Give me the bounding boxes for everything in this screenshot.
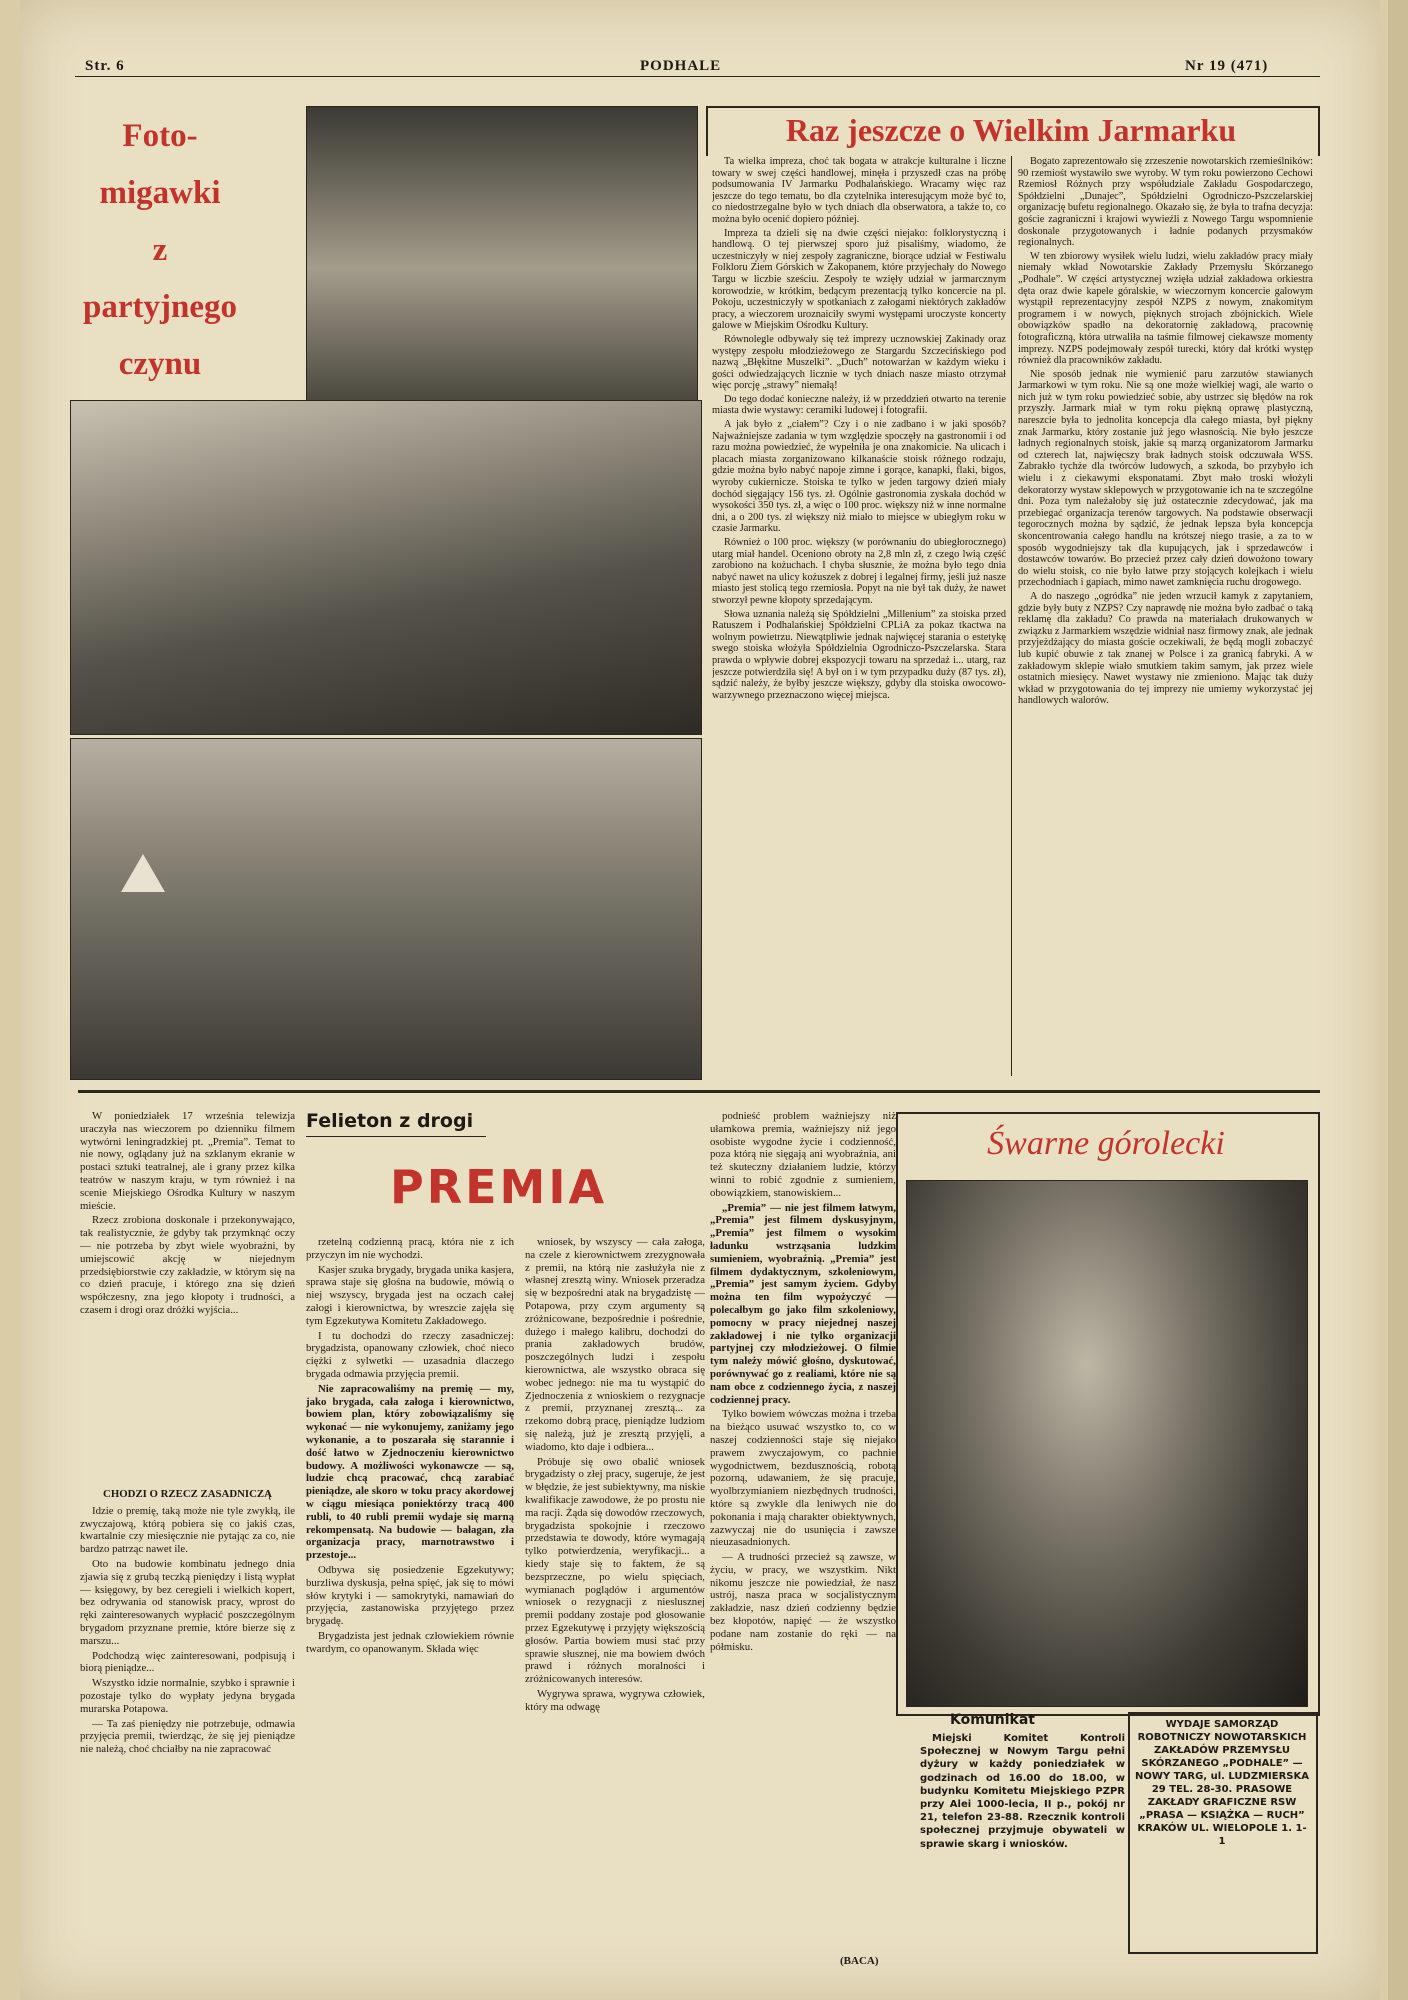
premia-kicker: Felieton z drogi [306, 1110, 474, 1132]
paragraph: Bogato zaprezentowało się zrzeszenie nowotarskich rzemieślników: 90 rzemiośt wystawiło swe wyroby. W tym roku powierzono Cechowi Rzemiosł Różnych przy współudziale Zakładu Gospodarczego, Spółdzielni „Dunajec”, Spółdzielni Ogrodniczo-Pszczelarskiej organizację bufetu regionalnego. Okazało się, że była to trafna decyzja: goście zagraniczni i krajowi wywieźli z Nowego Targu wspomnienie doskonale przygotowanych i ładnie podanych przysmaków regionalnych. [1018, 156, 1313, 249]
paragraph: Rzecz zrobiona doskonale i przekonywająco, tak realistycznie, że gdyby tak przymknąć oczy — nie potrzeba by zbyt wiele wyobraźni, by umiejscowić akcję w niejednym przedsiębiorstwie czy zakładzie, w którym się na co dzień pracuje, i którego zna się dzień współczesny, zna jego kłopoty i trudności, a czasem i drogi oraz dróżki wyjścia... [80, 1214, 295, 1316]
foto-title-line: Foto- [122, 118, 198, 154]
paragraph: Brygadzista jest jednak człowiekiem równie twardym, co opanowanym. Składa więc [306, 1629, 514, 1655]
paragraph: Impreza ta dzieli się na dwie części niejako: folklorystyczną i handlową. O tej pierwszej sporo już pisaliśmy, wiadomo, że uczestniczyły w niej zespoły zagraniczne, biorące udział w Festiwalu Folkloru Ziem Górskich w Zakopanem, które przyjechały do Nowego Targu w liczbie sześciu. Zespoły te wzięły udział w jarmarcznym korowodzie, w krótkim, bedącym prezentacją tylko koncercie na pl. Pokoju, uczestniczyły w spotkaniach z załogami niektórych zakładów pracy, a wieczorem uroznaiciły swymi występami uroczyste koncerty galowe w Miejskim Ośrodku Kultury. [712, 227, 1006, 332]
header-rule [75, 76, 1320, 77]
newspaper-title: PODHALE [640, 58, 722, 74]
paragraph: Próbuje się owo obalić wniosek brygadzisty o złej pracy, sugeruje, że jest w błędzie, że jest subiektywny, ma niskie kwalifikacje zawodowe, że po prostu nie ma racji. Żąda się dowodów rzeczowych, brygadzista spokojnie i rzeczowo przedstawia te dowody, które wymagają tylko potwierdzenia, weryfikacji... a kiedy staje się to faktem, że są bezsprzeczne, po wielu spięciach, wymianach poglądów i argumentów wniosek o rezygnacji z nieslusznej premii poddany zostaje pod głosowanie przez Egzekutywę i przyjęty większością głosów. Partia bowiem musi stać przy sprawie słusznej, nie ma bowiem dwóch prawd i różnych moralności i zróżnicowanych interesów. [525, 1455, 705, 1686]
paragraph: I tu dochodzi do rzeczy zasadniczej: brygadzista, opanowany człowiek, choć nieco ciężki z sylwetki — uzasadnia dlaczego brygada odmawia przyjęcia premii. [306, 1329, 514, 1380]
paragraph: Oto na budowie kombinatu jednego dnia zjawia się z grubą teczką pieniędzy i listą wypłat — księgowy, by bez ceregieli i wielkich kopert, bez odrywania od stanowisk pracy, wprost do ręki zainteresowanych wypłacić poszczególnym brygadom przyznane premie, które bierze się z marszu... [80, 1557, 295, 1647]
paragraph: — Ta zaś pieniędzy nie potrzebuje, odmawia przyjęcia premii, twierdząc, że się jej pieniądze nie należą, choć chciałby na nie zapracować [80, 1717, 295, 1756]
foto-title-line: z [152, 232, 168, 268]
komunikat-text [920, 1732, 1125, 1957]
paragraph: — A trudności przecież są zawsze, w życiu, w pracy, we wszystkim. Nikt nikomu jeszcze nie powiedział, że nasz ustrój, nasza praca w socjalistycznym zakładzie, nasz dzień codzienny będzie bez kłopotów, napięć — że wszystko podane nam zostanie do ręki — na półmisku. [710, 1551, 896, 1653]
paragraph: W ten zbiorowy wysiłek wielu ludzi, wielu zakładów pracy miały niemały wkład Nowotarskie Zakłady Przemysłu Skórzanego „Podhale”. W części artystycznej wzięła udział zakładowa orkiestra dęta oraz dwie kapele góralskie, w wieczornym koncercie galowym wystąpił reprezentacyjny zespół NZPS z nowym, znakomitym programem i w nowych, pięknych strojach zbójnickich. Wiele obowiązków spadło na dekoratornię zakładową, pracownię fotograficzną, która utrwaliła na taśmie filmowej ciekawsze momenty imprezy. NZPS podejmowały zespół turecki, który dał krótki występ również dla pracowników zakładu. [1018, 250, 1313, 367]
paragraph: Słowa uznania należą się Spółdzielni „Millenium” za stoiska przed Ratuszem i Podhalańskiej Spółdzielni CPLiA za pokaz tkactwa na wolnym powietrzu. Niewątpliwie jednak najwięcej starania o estetykę swego stoiska włożyła Spółdzielnia Ogrodniczo-Pszczelarska. Stara prawda o wpływie dobrej ekspozycji towaru na sprzedaż i... utarg, raz jeszcze potwierdziła się! A był on i w tym przypadku duży (87 tys. zł), sądzić należy, że byłby jeszcze większy, gdyby dla stoiska owocowo-warzywnego przeznaczono więcej miejsca. [712, 608, 1006, 701]
section-divider [78, 1090, 1320, 1093]
paragraph: Do tego dodać konieczne należy, iż w przeddzień otwarto na terenie miasta dwie wystawy: ceramiki ludowej i fotografii. [712, 393, 1006, 417]
foto-title-line: czynu [118, 346, 202, 382]
paragraph: Ta wielka impreza, choć tak bogata w atrakcje kulturalne i liczne towary w swej części handlowej, minęła i przyszedł czas na próbę podsumowania IV Jarmarku Podhalańskiego. Wracamy więc raz jeszcze do tego tematu, bo dla czytelnika interesującym może być to, co niedostrzegalne było w tych dniach dla obserwatora, a także to, co można było ocenić dopiero później. [712, 156, 1006, 225]
column-rule [1011, 156, 1012, 1076]
photo-roadwork [70, 738, 702, 1080]
premia-signature: (BACA) [840, 1955, 879, 1967]
paragraph: Nie zapracowaliśmy na premię — my, jako brygada, cała załoga i kierownictwo, bowiem plan, który zobowiązaliśmy się wykonać — nie wykonujemy, zaniżamy jego wykonanie, a to poszarała się starannie i dość łatwo w Zjednoczeniu kierownictwo budowy. A możliwości wykonawcze — są, ludzie chcą pracować, chcą zarabiać pieniądze, ale skoro w toku pracy akordowej w ciągu miesiąca poniektórzy tracą 400 rubli, to 40 rubli premii wydaje się marną rekompensatą. Na budowie — bałagan, zła organizacja pracy, marnotrawstwo i przestoje... [306, 1382, 514, 1562]
foto-title-line: migawki [99, 175, 221, 211]
premia-column-4 [710, 1110, 896, 1950]
jarmark-column-1 [712, 156, 1006, 1076]
jarmark-column-2 [1018, 156, 1313, 1076]
paragraph: Podchodzą więc zainteresowani, podpisują i biorą pieniądze... [80, 1649, 295, 1675]
foto-title-line: partyjnego [83, 289, 237, 325]
premia-column-1 [80, 1110, 295, 1480]
paragraph: Odbywa się posiedzenie Egzekutywy; burzliwa dyskusja, pełna spięć, jak się to mówi słów krytyki i — samokrytyki, namawiań do przyjęcia, zastanowiska przyjętego przez brygadę. [306, 1563, 514, 1628]
paragraph: Tylko bowiem wówczas można i trzeba na bieżąco usuwać wszystko to, co w naszej codzienności staje się niejako prawem zwyczajowym, co pachnie wygodnictwem, bezdusznością, robotą pozorną, udawaniem, że się pracuje, wyolbrzymianiem niezbędnych trudności, które są zwykle dla leniwych nie do pokonania i mają charakter obiektywnych, zazwyczaj nie do usunięcia i zawsze nieuzasadnionych. [710, 1408, 896, 1549]
swarne-title: Śwarne górolecki [987, 1125, 1225, 1162]
adjacent-page-edge [1388, 0, 1408, 2000]
issue-number: Nr 19 (471) [1185, 58, 1269, 74]
kicker-rule [306, 1136, 486, 1137]
paragraph: „Premia” — nie jest filmem łatwym, „Premia” jest filmem dyskusyjnym, „Premia” jest filmem o wysokim ładunku wstrząsania ludzkim sumieniem, wyobraźnią. „Premia” jest filmem dydaktycznym, szkoleniowym, „Premia” jest samym życiem. Gdyby można ten film wypożyczyć — polecałbym go jako film szkoleniowy, pomocny w pracy niejednej naszej zakładowej i nie tylko organizacji partyjnej czy młodzieżowej. O filmie tym należy mówić głośno, dyskutować, porównywać go z realiami, które nie są nam obce z codziennego życia, z naszej codziennej pracy. [710, 1201, 896, 1406]
premia-column-2 [306, 1236, 514, 1972]
paragraph: A do naszego „ogródka” nie jeden wrzucił kamyk z zapytaniem, gdzie były buty z NZPS? Czy naprawdę nie można było zadbać o taką reklamę dla zakładu? Co prawda na materiałach drukowanych w związku z Jarmarkiem wszędzie widniał nasz firmowy znak, ale jednak przyjeżdżający do miasta goście oczekiwali, że będą mogli zobaczyć lub kupić obuwie z tak znanej w Polsce i za granicą fabryki. A w zakładowym sklepie wiało smutkiem takim samym, jak przez wiele ostatnich miesięcy. Nawet wystawy nie zmieniono. Mając tak duży wkład w przygotowania do tej imprezy nie umiemy wykorzystać jej handlowych walorów. [1018, 590, 1313, 707]
imprint-text [1134, 1718, 1310, 1944]
paragraph: Miejski Komitet Kontroli Społecznej w Nowym Targu pełni dyżury w każdy poniedziałek w godzinach od 16.00 do 18.00, w budynku Komitetu Miejskiego PZPR przy Alei 1000-lecia, II p., pokój nr 21, telefon 23-88. Rzecznik kontroli społecznej przyjmuje obywateli w sprawie skarg i wniosków. [920, 1733, 1125, 1850]
paragraph: wniosek, by wszyscy — cała załoga, na czele z kierownictwem zrezygnowała z premii, na którą nie zasłużyła nie z własnej zresztą winy. Wniosek przeradza się w bezpośredni atak na brygadzistę — Potapowa, przy czym argumenty są zróżnicowane, bezpośrednie i pośrednie, dużego i małego kalibru, dochodzi do prania zakładowych brudów, poszczególnych ludzi i zespołu kierownictwa, ale wszystko obraca się wobec jednego: nie ma tu wystąpić do Zjednoczenia z wnioskiem o rezygnacje z premii, przyznanej zresztą... za rzekomo dobrą pracę, pieniądze ludziom się należą, już je zresztą przyjęli, a wiadomo, kto daje i odbiera... [525, 1236, 705, 1453]
paragraph: Idzie o premię, taką może nie tyle zwykłą, ile zwyczajową, którą pobiera się co jakiś czas, kwartalnie czy miesięcznie nie pytając za co, nie bardzo patrząc nawet ile. [80, 1504, 295, 1556]
premia-column-3 [525, 1236, 705, 1972]
paragraph: Nie sposób jednak nie wymienić paru zarzutów stawianych Jarmarkowi w tym roku. Nie są one może wielkiej wagi, ale warto o nich już w tym roku powiedzieć sobie, aby ustrzec się błędów na rok przyszły. Jarmark miał w tym roku piękną oprawę plastyczną, nareszcie była to jednolita koncepcja dla całego miasta, był piękny znak Jarmarku, który zostanie już jego własnością. Nie było jeszcze ładnych regionalnych stoisk, jakie są marzą organizatorom Jarmarku od czterech lat, najwięcszy brak ładnych stoisk odczuwała WSS. Zabrakło tychże dla twórców ludowych, a szkoda, bo przybyło ich wielu i z ciekawymi eksponatami. Zbyt mało troski włożyli dekoratorzy wystaw sklepowych w przygotowanie ich na te szczególne dni. Poza tym należałoby się już ostatecznie zdecydować, jak ma przebiegać organizacja terenów targowych. Na podstawie obserwacji tegorocznych można by sądzić, że jednak lepsza była koncepcja skoncentrowania całego handlu na krótszej niego trasie, a za to w sposób wygodniejszy tak dla kupujących, jak i sprzedawców i dostawców towarów. Bo przecież przez cały dzień dowożono towary do wielu stoisk, co nie było łatwe przy stojących kolejkach i wielu przechodniach i gapiach, mimo nawet zamknięcia ruchu drogowego. [1018, 368, 1313, 589]
photo-workshop [306, 106, 698, 401]
warning-sign-icon [121, 854, 165, 892]
subheading: CHODZI O RZECZ ZASADNICZĄ [103, 1488, 272, 1500]
komunikat-title: Komunikat [950, 1712, 1035, 1728]
paragraph: Również o 100 proc. większy (w porównaniu do ubiegłorocznego) utarg miał handel. Oceniono obroty na 2,8 mln zł, z czego lwią część zarobiono na kożuchach. I chyba słusznie, że można było tego dnia nabyć nawet na ulicy kożuszek z dobrej i legalnej firmy, jeśli już nasze miasto jest stolicą tego rzemiosła. Popyt na nie był tak duży, że nawet stworzył pewne kłopoty sprzedającym. [712, 537, 1006, 606]
premia-column-1b [80, 1482, 295, 1972]
jarmark-title: Raz jeszcze o Wielkim Jarmarku [785, 112, 1237, 148]
paragraph: Wszystko idzie normalnie, szybko i sprawnie i pozostaje tylko do wypłaty jedyna brygada murarska Potapowa. [80, 1677, 295, 1715]
paragraph: WYDAJE SAMORZĄD ROBOTNICZY NOWOTARSKICH ZAKŁADÓW PRZEMYSŁU SKÓRZANEGO „PODHALE” — NOWY TARG, ul. LUDZMIERSKA 29 TEL. 28-30. PRASOWE ZAKŁADY GRAFICZNE RSW „PRASA — KSIĄŻKA — RUCH” KRAKÓW UL. WIELOPOLE 1. 1-1 [1134, 1719, 1309, 1847]
paragraph: rzetelną codzienną pracą, która nie z ich przyczyn im nie wychodzi. [306, 1236, 514, 1261]
photo-digging [70, 400, 702, 735]
paragraph: Kasjer szuka brygady, brygada unika kasjera, sprawa staje się głośna na budowie, mówią o niej wszyscy, brygada jest na oczach całej załogi i kierownictwa, by wreszcie zajęła się tym Egzekutywa Komitetu Zakładowego. [306, 1263, 514, 1327]
premia-title: PREMIA [390, 1160, 608, 1214]
foto-migawki-title [80, 108, 240, 393]
newspaper-page [20, 0, 1380, 2000]
paragraph: Wygrywa sprawa, wygrywa człowiek, który ma odwagę [525, 1687, 705, 1713]
paragraph: Równolegle odbywały się też imprezy ucznowskiej Zakinady oraz występy zespołu młodzieżowego ze Stargardu Szczecińskiego pod nazwą „Błękitne Muszelki”. „Duch” notowarżan w każdym wieku i gości odwiedzających licznie w tych dniach nasze miasto otrzymał więc porcję „strawy” niemałą! [712, 333, 1006, 392]
paragraph: podnieść problem ważniejszy niż ułamkowa premia, ważniejszy niż jego osobiste wygodne życie i codzienność, poza którą nie sięgają ani wyobraźnia, ani też skuteczny działaniem ludzie, którzy winni to robić zgodnie z sumieniem, obowiązkiem, stanowiskiem... [710, 1110, 896, 1199]
paragraph: W poniedziałek 17 września telewizja uraczyła nas wieczorem po dzienniku filmem wytwórni leningradzkiej pt. „Premia”. Temat to nie nowy, oglądany już na szklanym ekranie w postaci sztuki teatralnej, ale i grany przez kilka teatrów w naszym kraju, w tym również i na scenie Miejskiego Ośrodka Kultury w naszym mieście. [80, 1110, 295, 1212]
paragraph: A jak było z „ciałem”? Czy i o nie zadbano i w jaki sposób? Najważniejsze zadania w tym względzie spoczęły na gastronomii i od razu można powiedzieć, że wypełniła je ona znakomicie. Na ulicach i placach miasta zorganizowano kilkanaście stoisk różnego rodzaju, gdzie można było nabyć napoje zimne i gorące, kanapki, flaki, bigos, wyroby cukiernicze. Stoiska te tylko w jeden targowy dzień miały dochód sięgający 156 tys. zł. Ogólnie gastronomia zyskała dochód w wysokości 350 tys. zł, a więc o 100 proc. większy niż w inne normalne dni, a o 200 tys. zł większy niż miało to miejsce w ubiegłym roku w czasie Jarmarku. [712, 419, 1006, 535]
photo-gorolecki [906, 1180, 1308, 1707]
page-number: Str. 6 [85, 58, 125, 74]
